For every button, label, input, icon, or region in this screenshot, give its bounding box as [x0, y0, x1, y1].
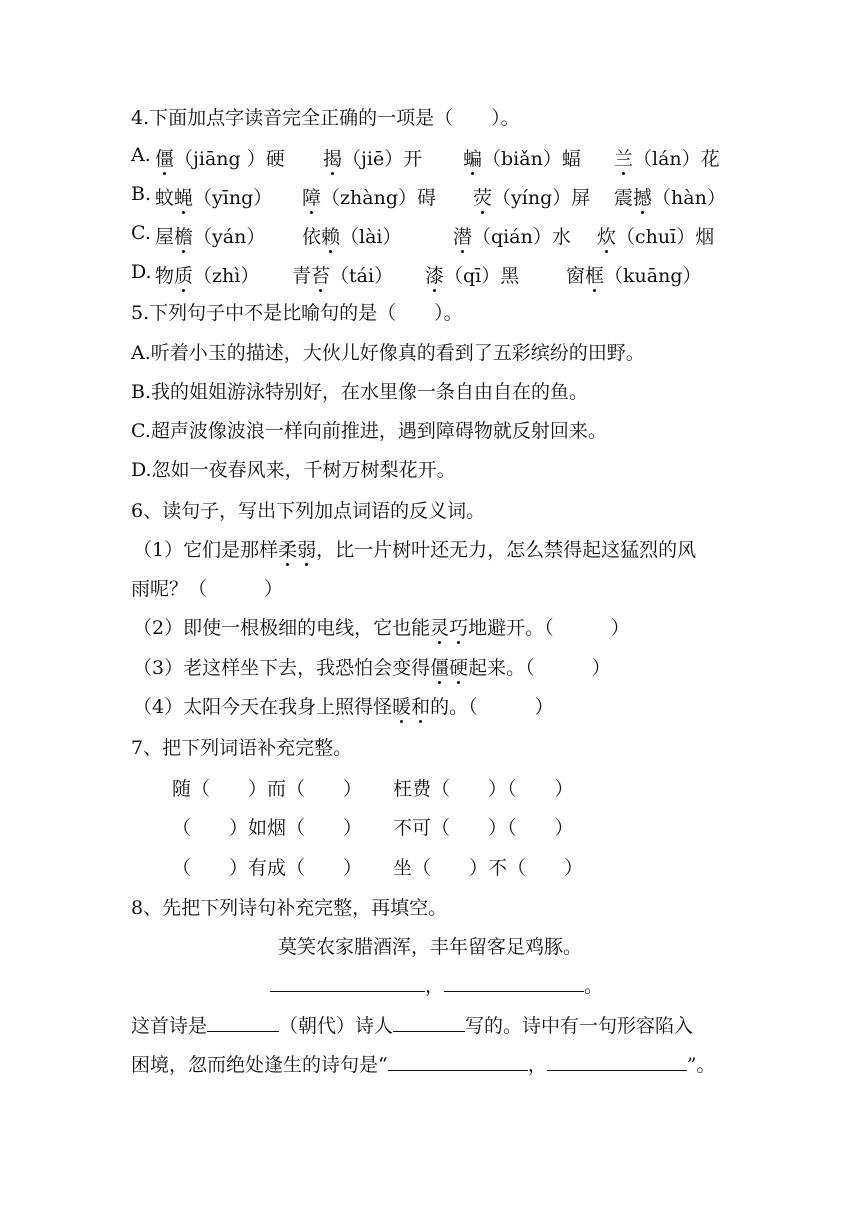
verse-blank-2[interactable]	[547, 1052, 687, 1071]
q6-s2-post: 地避开。（ ）	[468, 617, 630, 639]
word-prefix: 震	[614, 187, 634, 209]
q6-stem: 6、读句子，写出下列加点词语的反义词。	[131, 500, 486, 522]
q6-sentence-4	[133, 693, 554, 721]
q4-option-word	[155, 144, 285, 171]
poem-blank-2[interactable]	[444, 973, 584, 992]
q6-s3-dotted-word	[430, 657, 468, 679]
q6-s2-dotted-word	[430, 617, 468, 639]
word-pinyin: （zhàng）碍	[321, 187, 436, 209]
word-pinyin: （chuī）烟	[616, 226, 715, 248]
dotted-character: 炊	[597, 226, 617, 248]
dotted-character: 蝇	[174, 187, 194, 209]
q4-option-word	[614, 144, 720, 171]
word-pinyin: （hàn）	[652, 187, 726, 209]
q8-poem-line: 莫笑农家腊酒浑，丰年留客足鸡豚。	[277, 936, 582, 958]
q6-s1-pre: （1）它们是那样	[133, 539, 279, 561]
word-pinyin: （yīng）	[193, 187, 273, 209]
q6-s2-pre: （2）即使一根极细的电线，它也能	[133, 617, 431, 639]
q8-paragraph-line-2	[131, 1051, 715, 1079]
q8-p2-c: ”。	[686, 1054, 716, 1076]
q7-phrase-3: （ ）如烟（ ）	[172, 817, 363, 839]
q5-option-d: D.忽如一夜春风来，千树万树梨花开。	[131, 459, 456, 481]
q4-option-word	[614, 183, 726, 210]
q4-option-word	[302, 222, 402, 249]
q6-s1-post: ，比一片树叶还无力，怎么禁得起这猛烈的风	[316, 539, 697, 561]
dotted-character: 和	[411, 696, 431, 718]
q8-p1-a: 这首诗是	[131, 1015, 208, 1037]
q4-option-word	[302, 183, 436, 210]
q8-comma: ，	[425, 975, 445, 997]
q4-option-label: C.	[131, 222, 151, 244]
q6-sentence-1-cont: 雨呢？（ ）	[131, 578, 284, 600]
word-pinyin: （kuāng）	[604, 265, 702, 287]
word-prefix: 依	[302, 226, 322, 248]
word-pinyin: （lài）	[340, 226, 402, 248]
word-pinyin: （qī）黑	[444, 265, 520, 287]
dotted-character: 障	[302, 187, 322, 209]
q4-option-word	[597, 222, 714, 249]
word-pinyin: （yán）	[193, 226, 266, 248]
dotted-character: 苔	[311, 265, 331, 287]
q4-option-word	[463, 144, 581, 171]
word-prefix: 屋	[155, 226, 175, 248]
q4-option-label: D.	[131, 261, 152, 283]
q4-option-word	[323, 144, 422, 171]
q5-option-a: A.听着小玉的描述，大伙儿好像真的看到了五彩缤纷的田野。	[131, 342, 645, 364]
q5-option-c: C.超声波像波浪一样向前推进，遇到障碍物就反射回来。	[131, 420, 607, 442]
q6-s3-post: 起来。（ ）	[468, 657, 611, 679]
q4-option-word	[473, 183, 590, 210]
q8-stem: 8、先把下列诗句补充完整，再填空。	[131, 897, 448, 919]
dotted-character: 柔	[278, 539, 298, 561]
q8-paragraph-line-1	[131, 1012, 693, 1040]
q4-option-word	[155, 261, 259, 288]
dotted-character: 框	[585, 265, 605, 287]
q6-s1-dotted-word	[278, 539, 316, 561]
word-pinyin: （jiāng ）硬	[174, 148, 285, 170]
dotted-character: 漆	[425, 265, 445, 287]
dotted-character: 硬	[449, 657, 469, 679]
q8-p1-b: （朝代）诗人	[279, 1015, 394, 1037]
q6-sentence-3	[133, 654, 611, 682]
q6-sentence-2	[133, 614, 630, 642]
word-pinyin: （yíng）屏	[492, 187, 591, 209]
dotted-character: 撼	[633, 187, 653, 209]
q7-phrase-1: 随（ ）而（ ）	[172, 778, 363, 800]
q6-s4-post: 的。（ ）	[430, 696, 554, 718]
q8-p2-a: 困境，忽而绝处逢生的诗句是“	[131, 1054, 388, 1076]
dotted-character: 檐	[174, 226, 194, 248]
q4-option-word	[155, 222, 265, 249]
q7-phrase-6: 坐（ ）不（ ）	[393, 857, 584, 879]
q4-option-word	[566, 261, 702, 288]
q8-p2-b: ，	[527, 1054, 547, 1076]
q4-option-word	[425, 261, 519, 288]
q7-stem: 7、把下列词语补充完整。	[131, 737, 353, 759]
dotted-character: 弱	[297, 539, 317, 561]
word-pinyin: （jiē）开	[342, 148, 423, 170]
word-pinyin: （lán）花	[633, 148, 720, 170]
word-prefix: 物	[155, 265, 175, 287]
dotted-character: 兰	[614, 148, 634, 170]
q6-s4-pre: （4）太阳今天在我身上照得怪	[133, 696, 393, 718]
q4-option-word	[292, 261, 393, 288]
q7-phrase-4: 不可（ ）（ ）	[393, 817, 574, 839]
dotted-character: 暖	[392, 696, 412, 718]
dotted-character: 僵	[430, 657, 450, 679]
dotted-character: 灵	[430, 617, 450, 639]
q4-stem: 4.下面加点字读音完全正确的一项是（ ）。	[131, 107, 520, 129]
q8-poem-blank-line	[270, 972, 603, 1000]
dotted-character: 质	[174, 265, 194, 287]
dotted-character: 蝙	[463, 148, 483, 170]
q4-option-word	[155, 183, 272, 210]
word-prefix: 窗	[566, 265, 586, 287]
dotted-character: 潜	[453, 226, 473, 248]
poem-blank-1[interactable]	[270, 973, 425, 992]
word-pinyin: （biǎn）蝠	[482, 148, 581, 170]
poet-blank[interactable]	[393, 1013, 465, 1032]
q4-option-label: A.	[131, 144, 151, 166]
dotted-character: 揭	[323, 148, 343, 170]
dotted-character: 赖	[321, 226, 341, 248]
word-pinyin: （zhì）	[193, 265, 260, 287]
q7-phrase-5: （ ）有成（ ）	[172, 857, 363, 879]
verse-blank-1[interactable]	[388, 1052, 528, 1071]
q6-s3-pre: （3）老这样坐下去，我恐怕会变得	[133, 657, 431, 679]
q5-option-b: B.我的姐姐游泳特别好，在水里像一条自由自在的鱼。	[131, 381, 589, 403]
dotted-character: 巧	[449, 617, 469, 639]
q6-s4-dotted-word	[392, 696, 430, 718]
q6-sentence-1	[133, 536, 696, 564]
q5-stem: 5.下列句子中不是比喻句的是（ ）。	[131, 302, 463, 324]
q8-p1-c: 写的。诗中有一句形容陷入	[465, 1015, 694, 1037]
word-pinyin: （qián）水	[472, 226, 571, 248]
q4-option-label: B.	[131, 183, 152, 205]
dynasty-blank[interactable]	[207, 1013, 279, 1032]
q8-period: 。	[584, 975, 604, 997]
q4-option-word	[453, 222, 571, 249]
dotted-character: 荧	[473, 187, 493, 209]
q7-phrase-2: 枉费（ ）（ ）	[393, 778, 574, 800]
word-prefix: 蚊	[155, 187, 175, 209]
word-prefix: 青	[292, 265, 312, 287]
word-pinyin: （tái）	[330, 265, 394, 287]
dotted-character: 僵	[155, 148, 175, 170]
